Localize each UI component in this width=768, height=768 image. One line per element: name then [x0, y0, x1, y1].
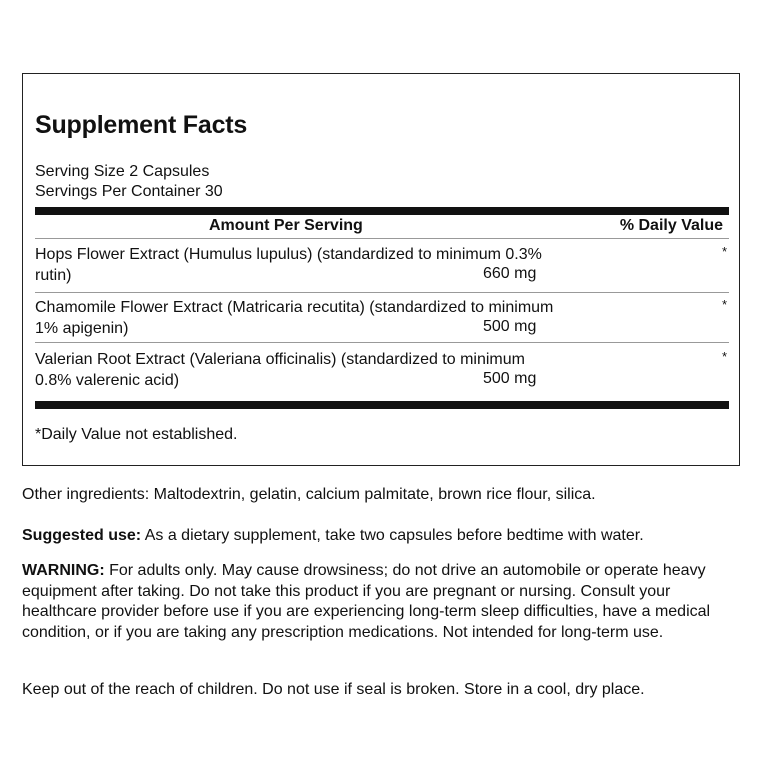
header-rule	[35, 238, 729, 239]
ingredient-row	[35, 243, 729, 291]
ingredient-daily-value: *	[721, 297, 727, 312]
storage-statement: Keep out of the reach of children. Do not use if seal is broken. Store in a cool, dry place.	[22, 681, 645, 698]
ingredient-daily-value: *	[721, 244, 727, 259]
other-ingredients: Other ingredients: Maltodextrin, gelatin, calcium palmitate, brown rice flour, silica.	[22, 486, 596, 503]
ingredient-row	[35, 348, 729, 396]
warning-text: For adults only. May cause drowsiness; do not drive an automobile or operate heavy equipment after taking. Do not take this product if you are pregnant or nursing. Consult your healthcare provider before use if you are experiencing long-term sleep difficulties, have a medical condition, or if you are taking any prescription medications. Not intended for long-term use.	[22, 562, 711, 641]
suggested-use	[22, 526, 738, 547]
panel-title: Supplement Facts	[35, 111, 248, 139]
ingredient-name: Chamomile Flower Extract (Matricaria recutita) (standardized to minimum 1% apigenin)	[35, 299, 554, 337]
suggested-use-label: Suggested use:	[22, 527, 142, 544]
ingredient-amount: 500 mg	[483, 318, 537, 335]
ingredient-row	[35, 296, 729, 344]
supplement-facts-panel	[22, 73, 740, 466]
row-divider	[35, 292, 729, 293]
warning	[22, 561, 738, 643]
daily-value-footnote: *Daily Value not established.	[35, 426, 238, 443]
suggested-use-text: As a dietary supplement, take two capsules before bedtime with water.	[141, 527, 644, 544]
footer-divider-bar	[35, 401, 729, 409]
daily-value-header: % Daily Value	[619, 217, 723, 234]
servings-per-container: Servings Per Container 30	[35, 183, 223, 200]
header-divider-bar	[35, 207, 729, 215]
ingredient-amount: 500 mg	[483, 370, 537, 387]
ingredient-amount: 660 mg	[483, 265, 537, 282]
amount-per-serving-header: Amount Per Serving	[209, 217, 363, 234]
warning-label: WARNING:	[22, 562, 105, 579]
serving-size: Serving Size 2 Capsules	[35, 163, 210, 180]
ingredient-name: Valerian Root Extract (Valeriana officinalis) (standardized to minimum 0.8% valerenic acid)	[35, 351, 525, 389]
ingredient-daily-value: *	[721, 349, 727, 364]
row-divider	[35, 342, 729, 343]
ingredient-name: Hops Flower Extract (Humulus lupulus) (standardized to minimum 0.3% rutin)	[35, 246, 542, 284]
